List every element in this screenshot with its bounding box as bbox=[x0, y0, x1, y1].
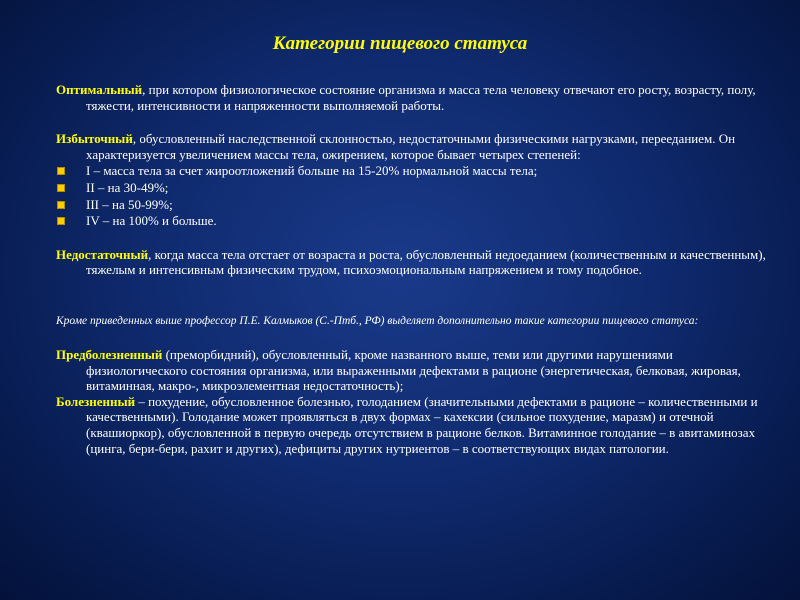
category-excess bbox=[56, 131, 768, 162]
desc-morbid: – похудение, обусловленное болезнью, голоданием (значительными дефектами в рационе – количественными и качественными). Голодание может проявляться в двух формах – кахексии (сильное похудение, маразм) и отечной (квашиоркор), обусловленной в первую очередь отсутствием в рационе белков. Витаминное голодание – в авитаминозах (цинга, бери-бери, рахит и других), дефициты других нутриентов – в соответствующих видах патологии. bbox=[86, 393, 758, 456]
category-insufficient bbox=[56, 247, 768, 278]
square-bullet-icon bbox=[57, 217, 65, 225]
list-item: I – масса тела за счет жироотложений больше на 15-20% нормальной массы тела; bbox=[56, 163, 768, 179]
obesity-degrees-list bbox=[56, 163, 768, 228]
category-morbid bbox=[56, 394, 768, 456]
square-bullet-icon bbox=[57, 201, 65, 209]
slide-title: Категории пищевого статуса bbox=[272, 33, 528, 54]
category-premorbid bbox=[56, 347, 768, 394]
category-optimal bbox=[56, 82, 768, 113]
square-bullet-icon bbox=[57, 184, 65, 192]
list-item: II – на 30-49%; bbox=[56, 180, 768, 196]
desc-excess: , обусловленный наследственной склонностью, недостаточными физическими нагрузками, перееданием. Он характеризуется увеличением массы тела, ожирением, которое бывает четырех степеней: bbox=[86, 131, 736, 162]
term-optimal: Оптимальный bbox=[56, 82, 143, 97]
list-item: IV – на 100% и больше. bbox=[56, 213, 768, 229]
desc-optimal: , при котором физиологическое состояние организма и масса тела человеку отвечают его росту, возрасту, полу, тяжести, интенсивности и напряженности выполняемой работы. bbox=[86, 82, 756, 113]
desc-premorbid: (преморбидний), обусловленный, кроме названного выше, теми или другими нарушениями физиологического состояния организма, или выраженными дефектами в рационе (энергетическая, белковая, жировая, витаминная, макро-, микроэлементная недостаточность); bbox=[86, 346, 741, 394]
term-excess: Избыточный bbox=[56, 131, 133, 147]
additional-categories-note: Кроме приведенных выше профессор П.Е. Калмыков (С.-Птб., РФ) выделяет дополнительно такие категории пищевого статуса: bbox=[56, 314, 699, 327]
desc-insufficient: , когда масса тела отстает от возраста и роста, обусловленный недоеданием (количественным и качественным), тяжелым и интенсивным физическим трудом, психоэмоциональным напряжением и тому подобное. bbox=[86, 246, 766, 278]
slide-content bbox=[56, 82, 768, 456]
list-item: III – на 50-99%; bbox=[56, 197, 768, 213]
term-insufficient: Недостаточный bbox=[56, 246, 149, 262]
square-bullet-icon bbox=[57, 167, 65, 175]
term-premorbid: Предболезненный bbox=[56, 346, 163, 362]
term-morbid: Болезненный bbox=[56, 393, 136, 409]
